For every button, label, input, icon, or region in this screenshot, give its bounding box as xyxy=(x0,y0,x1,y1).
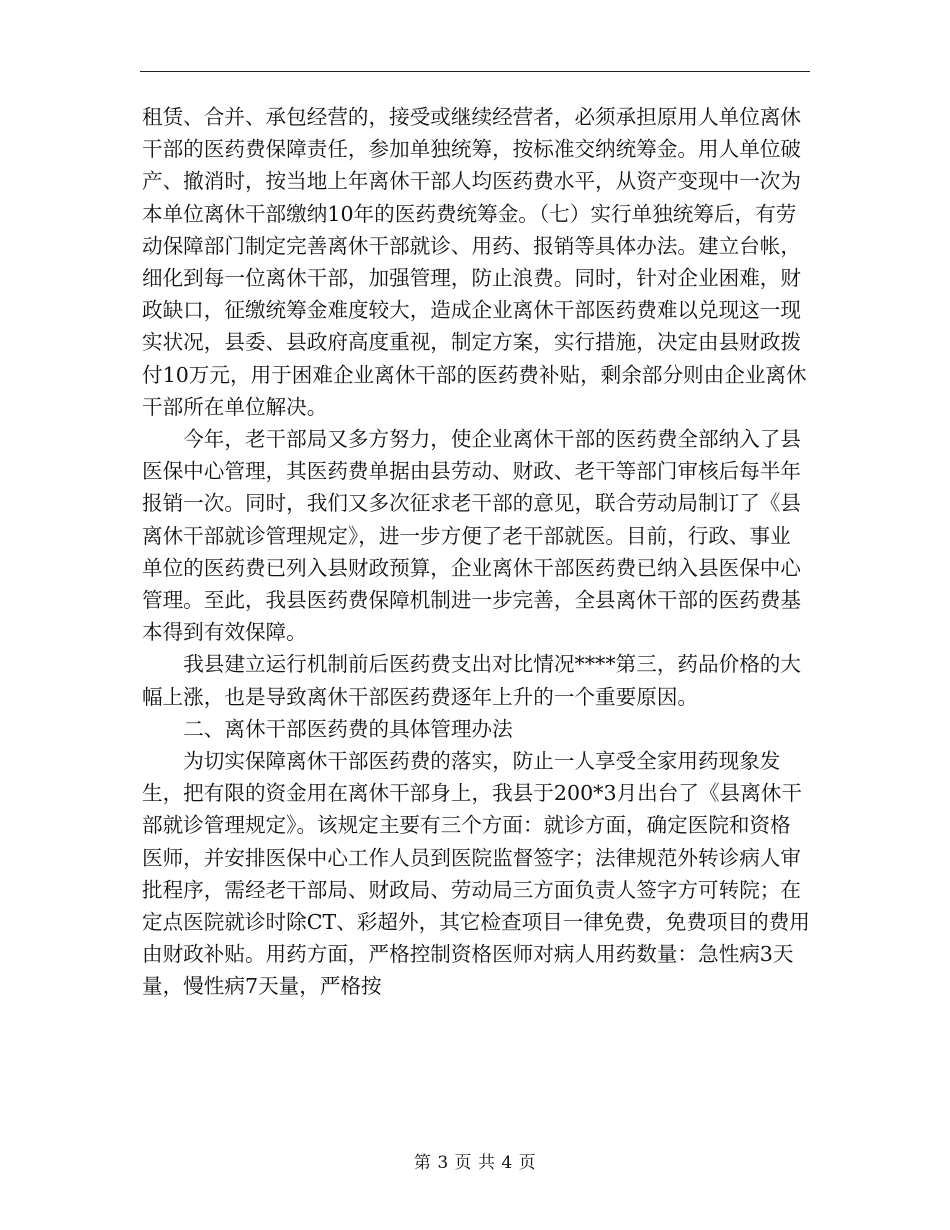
section-heading: 二、离休干部医药费的具体管理办法 xyxy=(183,716,513,741)
page-number-footer: 第 3 页 共 4 页 xyxy=(413,1153,537,1173)
paragraph-1: 租赁、合并、承包经营的，接受或继续经营者，必须承担原用人单位离休干部的医药费保障责任，参加单独统筹，按标准交纳统筹金。用人单位破产、撤消时，按当地上年离休干部人均医药费水平，从资产变现中一次为本单位离休干部缴纳10年的医药费统筹金。（七）实行单独统筹后，有劳动保障部门制定完善离休干部就诊、用药、报销等具体办法。建立台帐，细化到每一位离休干部，加强管理，防止浪费。同时，针对企业困难，财政缺口，征缴统筹金难度较大，造成企业离休干部医药费难以兑现这一现实状况，县委、县政府高度重视，制定方案，实行措施，决定由县财政拨付10万元，用于困难企业离休干部的医药费补贴，剩余部分则由企业离休干部所在单位解决。 xyxy=(142,105,807,419)
paragraph-2: 今年，老干部局又多方努力，使企业离休干部的医药费全部纳入了县医保中心管理，其医药费单据由县劳动、财政、老干等部门审核后每半年报销一次。同时，我们又多次征求老干部的意见，联合劳动局制订了《县离休干部就诊管理规定》，进一步方便了老干部就医。目前，行政、事业单位的医药费已列入县财政预算，企业离休干部医药费已纳入县医保中心管理。至此，我县医药费保障机制进一步完善，全县离休干部的医药费基本得到有效保障。 xyxy=(142,427,801,645)
document-body xyxy=(142,101,810,1003)
paragraph-4: 为切实保障离休干部医药费的落实，防止一人享受全家用药现象发生，把有限的资金用在离休干部身上，我县于200*3月出台了《县离休干部就诊管理规定》。该规定主要有三个方面：就诊方面，确定医院和资格医师，并安排医保中心工作人员到医院监督签字；法律规范外转诊病人审批程序，需经老干部局、财政局、劳动局三方面负责人签字方可转院；在定点医院就诊时除CT、彩超外，其它检查项目一律免费，免费项目的费用由财政补贴。用药方面，严格控制资格医师对病人用药数量：急性病3天量，慢性病7天量，严格按 xyxy=(142,749,810,999)
header-rule xyxy=(140,71,810,72)
paragraph-3: 我县建立运行机制前后医药费支出对比情况****第三，药品价格的大幅上涨，也是导致离休干部医药费逐年上升的一个重要原因。 xyxy=(142,652,801,709)
